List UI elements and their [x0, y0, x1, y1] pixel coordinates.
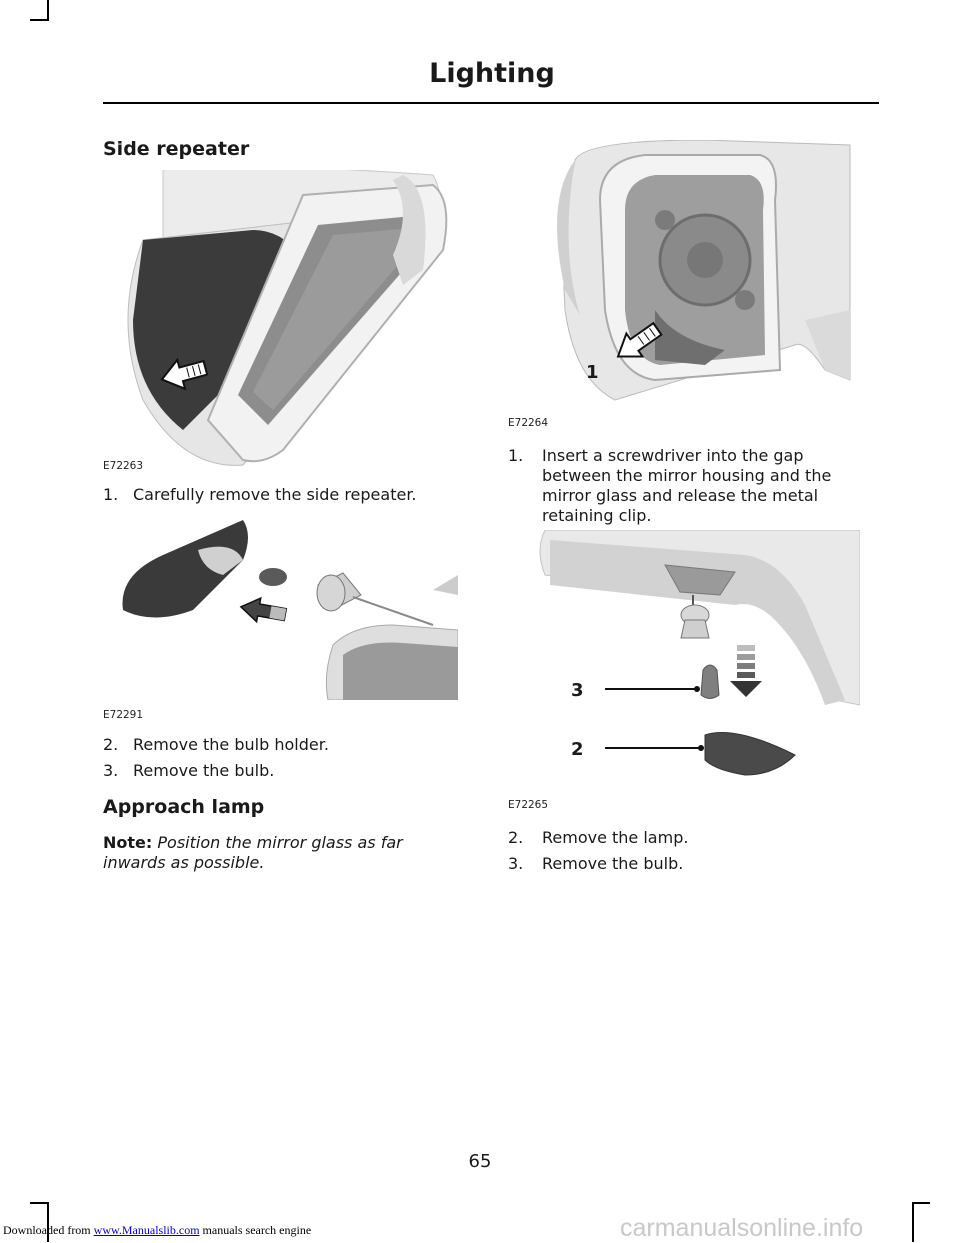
figure-approach-lamp-removal: [505, 530, 860, 790]
figure-code: E72264: [508, 417, 549, 429]
step-item: [103, 485, 463, 505]
section-heading-side-repeater: Side repeater: [103, 138, 250, 160]
note: [103, 833, 433, 873]
crop-mark: [912, 1202, 930, 1204]
crop-mark: [912, 1202, 914, 1242]
figure-code: E72265: [508, 799, 549, 811]
figure-code: E72291: [103, 709, 144, 721]
watermark: carmanualsonline.info: [620, 1214, 864, 1242]
figure-code: E72263: [103, 460, 144, 472]
manualslib-link[interactable]: www.Manualslib.com: [93, 1223, 200, 1237]
step-number: 2.: [103, 735, 119, 754]
section-heading-approach-lamp: Approach lamp: [103, 796, 265, 818]
step-text: Remove the bulb.: [542, 854, 684, 873]
page-title: Lighting: [429, 58, 555, 89]
step-number: 3.: [103, 761, 119, 780]
header-rule: [103, 102, 879, 104]
step-item: [508, 828, 868, 848]
note-label: Note:: [103, 833, 153, 852]
crop-mark: [47, 0, 49, 20]
crop-mark: [30, 19, 49, 21]
step-item: [508, 854, 868, 874]
footer-prefix: Downloaded from: [3, 1223, 91, 1237]
step-number: 3.: [508, 854, 524, 873]
step-text: Remove the bulb.: [133, 761, 275, 780]
step-item: [508, 446, 868, 526]
figure-callout: 3: [571, 680, 584, 701]
step-text: Remove the lamp.: [542, 828, 689, 847]
figure-bulb-holder-removal: [103, 515, 458, 700]
step-number: 2.: [508, 828, 524, 847]
step-text: Insert a screwdriver into the gap between the mirror housing and the mirror glass and release the metal retaining clip.: [542, 446, 832, 525]
step-item: [103, 761, 463, 781]
step-item: [103, 735, 463, 755]
figure-callout: 2: [571, 739, 584, 760]
step-text: Carefully remove the side repeater.: [133, 485, 417, 504]
crop-mark: [30, 1202, 49, 1204]
footer-suffix: manuals search engine: [202, 1223, 312, 1237]
footer-download-line: [3, 1223, 311, 1238]
figure-callout: 1: [586, 362, 599, 383]
figure-side-repeater-removal: [103, 170, 458, 475]
step-text: Remove the bulb holder.: [133, 735, 329, 754]
figure-mirror-glass-release: [505, 140, 860, 415]
page-number: 65: [468, 1151, 492, 1172]
step-number: 1.: [103, 485, 119, 504]
note-text: Position the mirror glass as far inwards as possible.: [103, 833, 403, 872]
step-number: 1.: [508, 446, 524, 465]
